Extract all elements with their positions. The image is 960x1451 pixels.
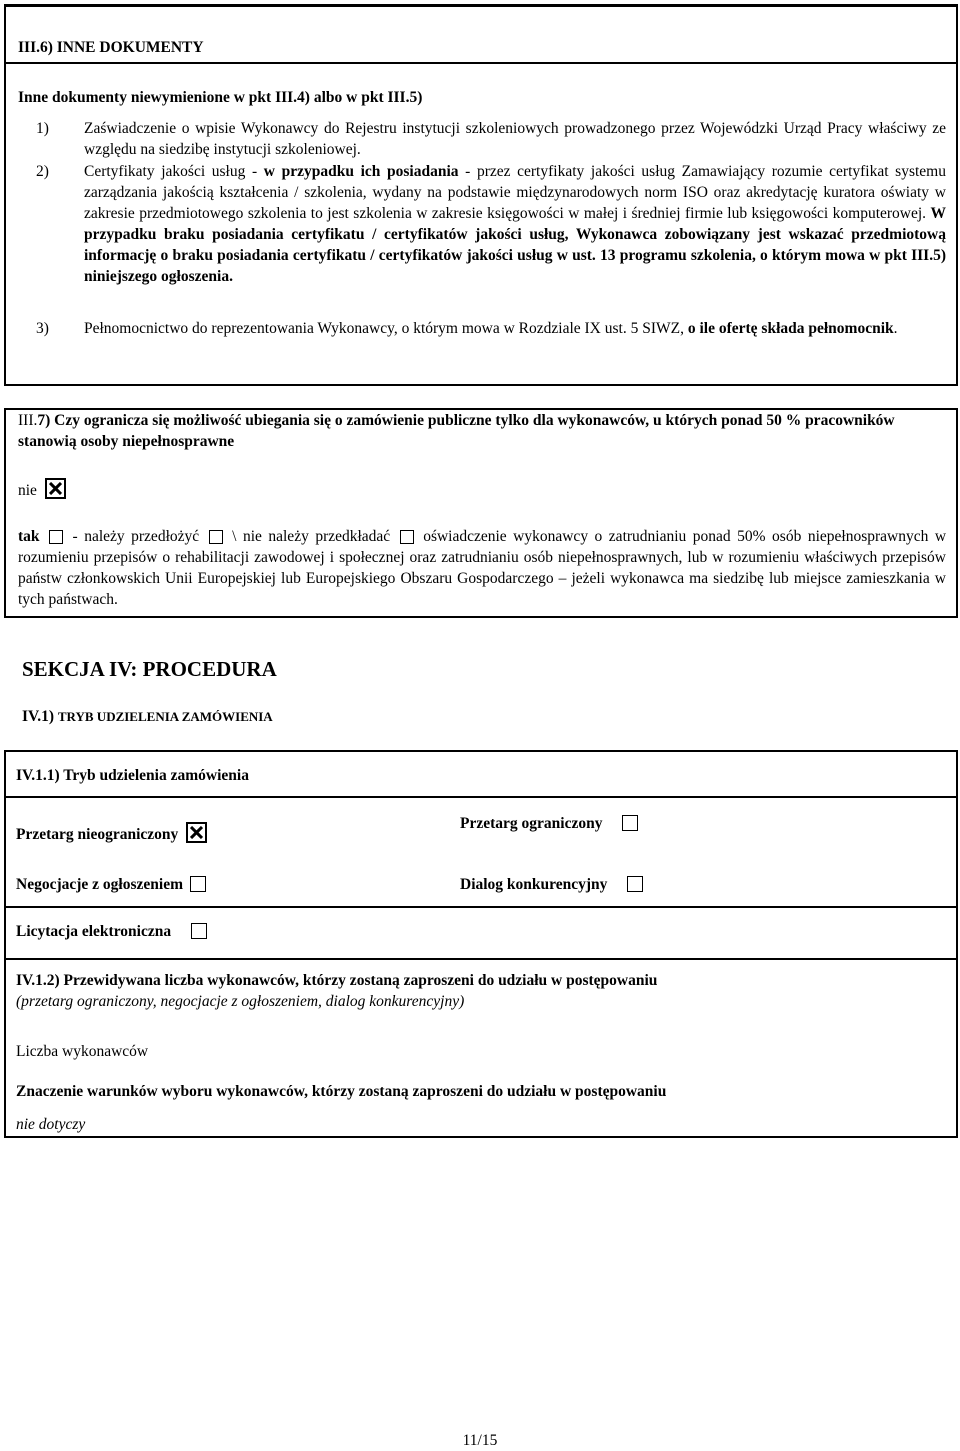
list-item-number: 1) [36,120,49,137]
checkbox-nalezy-przedlozyc[interactable] [209,530,223,544]
option-dialog: Dialog konkurencyjny [460,874,646,895]
divider [4,796,958,798]
checkbox-przetarg-ograniczony[interactable] [622,815,638,831]
section-heading-iii6: III.6) INNE DOKUMENTY [18,39,204,56]
option-przetarg-nieograniczony: Przetarg nieograniczony [16,822,207,845]
znaczenie-value: nie dotyczy [16,1116,86,1133]
cross-icon [190,826,203,839]
list-item [18,318,946,339]
checkbox-dialog[interactable] [627,876,643,892]
checkbox-nie-nalezy-przedkladac[interactable] [400,530,414,544]
list-item-text: Pełnomocnictwo do reprezentowania Wykonawcy, o którym mowa w Rozdziale IX ust. 5 SIWZ, o ile ofertę składa pełnomocnik. [84,320,898,337]
option-licytacja: Licytacja elektroniczna [16,921,210,942]
nie-label: nie [18,482,37,499]
list-item [18,161,946,287]
checked-checkbox-przetarg-nieograniczony[interactable] [186,822,207,843]
divider [4,906,958,908]
znaczenie-heading: Znaczenie warunków wyboru wykonawców, którzy zostaną zaproszeni do udziału w postępowaniu [16,1083,667,1100]
list-item-number: 3) [36,320,49,337]
divider [4,958,958,960]
section-heading-iii7: III.7) Czy ogranicza się możliwość ubiegania się o zamówienie publiczne tylko dla wykonawców, u których ponad 50 % pracowników stanowią osoby niepełnosprawne [18,412,895,450]
checked-checkbox-nie[interactable] [45,478,66,499]
cross-icon [49,482,62,495]
section-subheading-iii6: Inne dokumenty niewymienione w pkt III.4) albo w pkt III.5) [18,89,423,106]
list-item-text: Certyfikaty jakości usług - w przypadku ich posiadania - przez certyfikaty jakości usług Zamawiający rozumie certyfikat systemu zarządzania jakością kształcenia / szkolenia, wydany na podstawie międzynarodowych norm ISO oraz akredytację kuratora oświaty w zakresie przedmiotowego szkolenia to jest szkolenia w zakresie księgowości w małej i średniej firmie lub księgowości komputerowej. W przypadku braku posiadania certyfikatu / certyfikatów jakości usług, Wykonawca zobowiązany jest wskazać przedmiotową informację o braku posiadania certyfikatu / certyfikatów jakości usług w ust. 13 programu szkolenia, o którym mowa w pkt III.5) niniejszego ogłoszenia. [84,163,946,285]
tryb-heading: IV.1.1) Tryb udzielenia zamówienia [16,767,249,784]
tak-paragraph: tak - należy przedłożyć \ nie należy przedkładać oświadczenie wykonawcy o zatrudnianiu ponad 50% osób niepełnosprawnych w rozumieniu przepisów o rehabilitacji zawodowej i społecznej oraz zatrudnianiu osób niepełnosprawnych, lub w rozumieniu właściwych przepisów państw członkowskich Unii Europejskiej lub Europejskiego Obszaru Gospodarczego – jeżeli wykonawca ma siedzibę lub miejsce zamieszkania w tych państwach. [18,528,947,608]
nie-option [18,478,66,501]
list-item-text: Zaświadczenie o wpisie Wykonawcy do Rejestru instytucji szkoleniowych prowadzonego przez Wojewódzki Urząd Pracy właściwy ze względu na siedzibę instytucji szkoleniowej. [84,120,946,158]
page-number: 11/15 [462,1432,498,1449]
option-negocjacje: Negocjacje z ogłoszeniem [16,874,209,895]
subsection-title-iv1: IV.1) TRYB UDZIELENIA ZAMÓWIENIA [22,708,273,725]
tak-label: tak [18,528,40,545]
checkbox-tak[interactable] [49,530,63,544]
liczba-label: Liczba wykonawców [16,1043,149,1060]
checkbox-licytacja[interactable] [191,923,207,939]
list-item [18,118,946,160]
liczba-heading: IV.1.2) Przewidywana liczba wykonawców, którzy zostaną zaproszeni do udziału w postępowaniu [16,972,658,989]
section-box-iv1 [4,750,958,1138]
divider [4,62,958,64]
liczba-note: (przetarg ograniczony, negocjacje z ogłoszeniem, dialog konkurencyjny) [16,993,465,1010]
section-title-iv: SEKCJA IV: PROCEDURA [22,657,277,681]
option-przetarg-ograniczony: Przetarg ograniczony [460,813,641,834]
checkbox-negocjacje[interactable] [190,876,206,892]
list-item-number: 2) [36,163,49,180]
